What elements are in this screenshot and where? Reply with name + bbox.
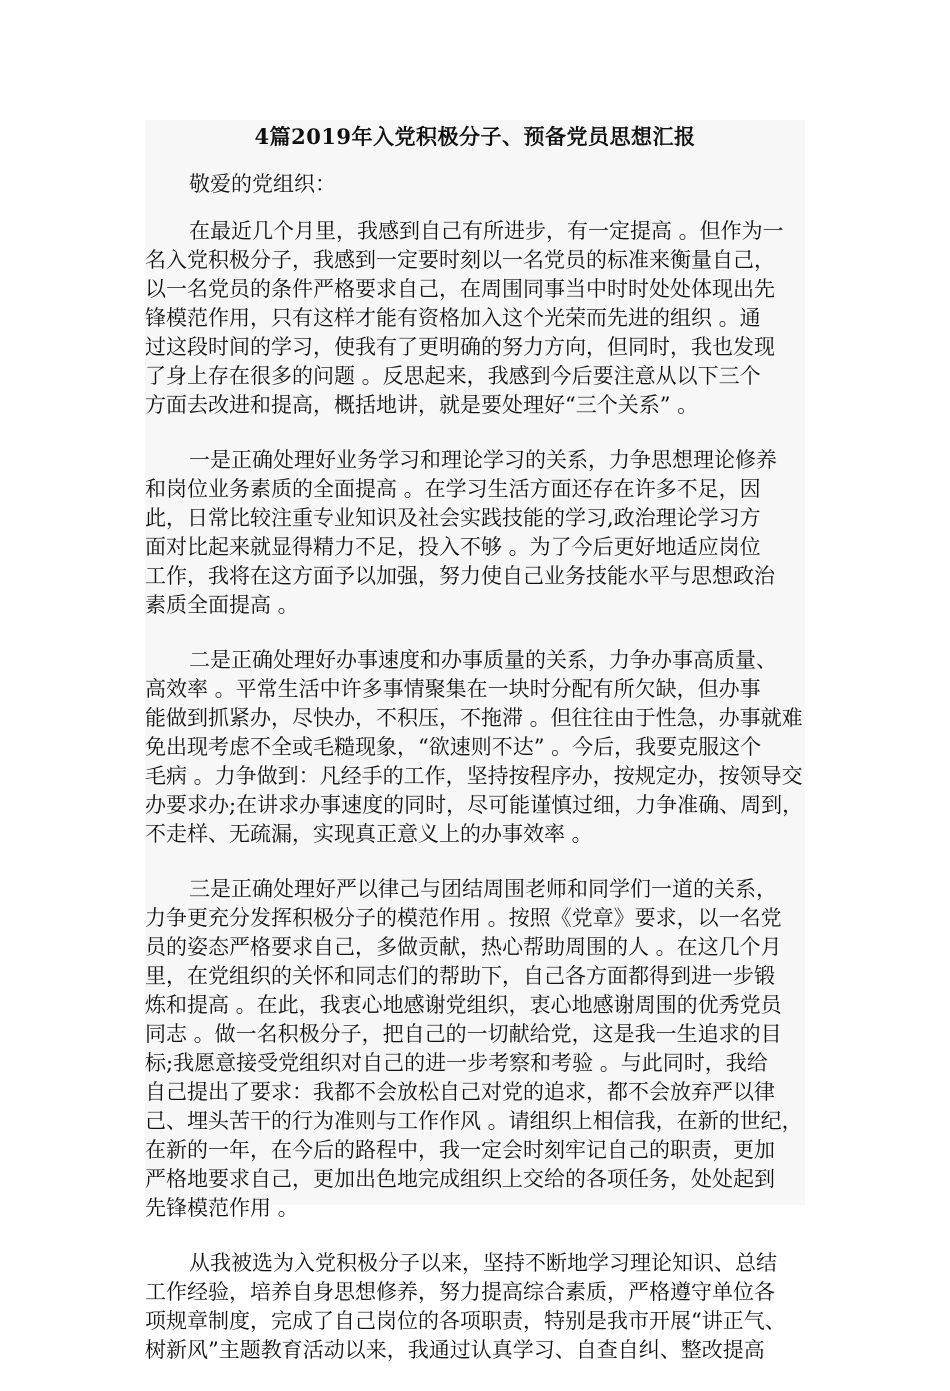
text-line: 免出现考虑不全或毛糙现象，“欲速则不达” 。今后，我要克服这个: [145, 735, 762, 759]
text-line: 办要求办;在讲求办事速度的同时，尽可能谨慎过细，力争准确、周到，: [145, 793, 804, 817]
paragraph-1: [145, 217, 835, 420]
text-line: 过这段时间的学习，使我有了更明确的努力方向，但同时，我也发现: [145, 335, 775, 359]
text-line: 三是正确处理好严以律己与团结周围老师和同学们一道的关系，: [189, 877, 777, 901]
text-line: 高效率 。平常生活中许多事情聚集在一块时分配有所欠缺，但办事: [145, 677, 761, 701]
text-line: 一是正确处理好业务学习和理论学习的关系，力争思想理论修养: [189, 448, 777, 472]
salutation: 敬爱的党组织：: [189, 172, 336, 196]
text-line: 从我被选为入党积极分子以来，坚持不断地学习理论知识、总结: [189, 1251, 777, 1275]
text-line: 在最近几个月里，我感到自己有所进步，有一定提高 。但作为一: [189, 219, 784, 243]
text-line: 此，日常比较注重专业知识及社会实践技能的学习,政治理论学习方: [145, 506, 761, 530]
document-body: [145, 170, 835, 1391]
text-line: 不走样、无疏漏，实现真正意义上的办事效率 。: [145, 822, 593, 846]
text-line: 了身上存在很多的问题 。反思起来，我感到今后要注意从以下三个: [145, 364, 761, 388]
document-title: 4篇2019年入党积极分子、预备党员思想汇报: [254, 124, 696, 149]
text-line: 己、埋头苦干的行为准则与工作作风 。请组织上相信我，在新的世纪，: [145, 1109, 803, 1133]
text-line: 和岗位业务素质的全面提高 。在学习生活方面还存在许多不足，因: [145, 477, 761, 501]
paragraph-3: [145, 646, 835, 849]
text-line: 员的姿态严格要求自己，多做贡献，热心帮助周围的人 。在这几个月: [145, 935, 782, 959]
text-line: 同志 。做一名积极分子，把自己的一切献给党，这是我一生追求的目: [145, 1022, 782, 1046]
text-line: 树新风”主题教育活动以来，我通过认真学习、自查自纠、整改提高: [145, 1338, 765, 1362]
text-line: 自己提出了要求：我都不会放松自己对党的追求，都不会放弃严以律: [145, 1080, 775, 1104]
text-line: 严格地要求自己，更加出色地完成组织上交给的各项任务，处处起到: [145, 1167, 775, 1191]
paragraph-2: [145, 446, 835, 620]
text-line: 炼和提高 。在此，我衷心地感谢党组织，衷心地感谢周围的优秀党员: [145, 993, 782, 1017]
paragraph-4: [145, 875, 835, 1223]
text-line: 方面去改进和提高，概括地讲，就是要处理好“三个关系” 。: [145, 393, 699, 417]
text-line: 面对比起来就显得精力不足，投入不够 。为了今后更好地适应岗位: [145, 535, 761, 559]
text-line: 锋模范作用，只有这样才能有资格加入这个光荣而先进的组织 。通: [145, 306, 761, 330]
text-line: 毛病 。力争做到：凡经手的工作，坚持按程序办，按规定办，按领导交: [145, 764, 803, 788]
text-line: 标;我愿意接受党组织对自己的进一步考察和考验 。与此同时，我给: [145, 1051, 768, 1075]
text-line: 项规章制度，完成了自己岗位的各项职责，特别是我市开展“讲正气、: [145, 1309, 786, 1333]
text-line: 在新的一年，在今后的路程中，我一定会时刻牢记自己的职责，更加: [145, 1138, 775, 1162]
text-line: 以一名党员的条件严格要求自己，在周围同事当中时时处处体现出先: [145, 277, 775, 301]
text-line: 能做到抓紧办，尽快办，不积压，不拖滞 。但往往由于性急，办事就难: [145, 706, 803, 730]
text-line: 力争更充分发挥积极分子的模范作用 。按照《党章》要求，以一名党: [145, 906, 782, 930]
text-line: 工作，我将在这方面予以加强，努力使自己业务技能水平与思想政治: [145, 564, 775, 588]
text-line: 素质全面提高 。: [145, 593, 299, 617]
text-line: 里，在党组织的关怀和同志们的帮助下，自己各方面都得到进一步锻: [145, 964, 775, 988]
paragraph-5: [145, 1249, 835, 1365]
text-line: 二是正确处理好办事速度和办事质量的关系，力争办事高质量、: [189, 648, 777, 672]
text-line: 工作经验，培养自身思想修养，努力提高综合素质，严格遵守单位各: [145, 1280, 775, 1304]
text-line: 先锋模范作用 。: [145, 1196, 299, 1220]
text-line: 名入党积极分子，我感到一定要时刻以一名党员的标准来衡量自己，: [145, 248, 775, 272]
